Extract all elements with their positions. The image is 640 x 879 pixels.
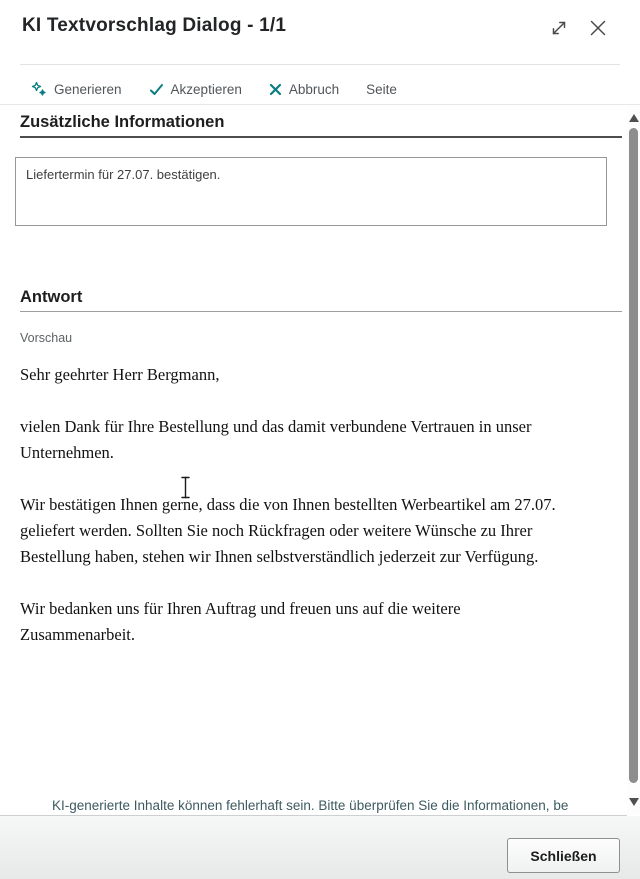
letter-paragraph: Sehr geehrter Herr Bergmann, <box>20 365 220 384</box>
expand-icon <box>549 18 569 43</box>
answer-heading: Antwort <box>20 288 83 306</box>
x-icon <box>269 83 282 96</box>
generate-action-label: Generieren <box>54 81 122 97</box>
cancel-action-label: Abbruch <box>288 81 340 97</box>
text-cursor <box>180 476 191 504</box>
schliessen-button[interactable]: Schließen <box>507 838 620 873</box>
preview-label: Vorschau <box>20 331 73 345</box>
ai-disclaimer-clip <box>0 798 627 815</box>
check-icon <box>149 82 164 97</box>
scroll-up-arrow-icon[interactable] <box>629 114 639 122</box>
dialog-footer <box>0 816 640 879</box>
accept-action[interactable] <box>149 82 242 97</box>
answer-preview-text <box>20 362 620 674</box>
letter-paragraph: Wir bedanken uns für Ihren Auftrag und freuen uns auf die weitere Zusammenarbeit. <box>20 599 461 644</box>
answer-underline <box>20 311 622 312</box>
additional-info-heading: Zusätzliche Informationen <box>20 113 225 131</box>
toolbar-top-divider <box>20 64 620 65</box>
letter-paragraph: vielen Dank für Ihre Bestellung und das damit verbundene Vertrauen in unser Unternehmen. <box>20 417 532 462</box>
ai-disclaimer-text: KI-generierte Inhalte können fehlerhaft sein. Bitte überprüfen Sie die Informationen, be <box>52 798 569 813</box>
close-icon <box>587 17 609 44</box>
additional-info-underline <box>20 136 622 138</box>
generate-action[interactable] <box>31 81 122 97</box>
sparkle-icon <box>31 81 47 97</box>
action-toolbar <box>31 77 397 101</box>
letter-paragraph: Wir bestätigen Ihnen gerne, dass die von Ihnen bestellten Werbeartikel am 27.07. geliefert werden. Sollten Sie noch Rückfragen oder weitere Wünsche zu Ihrer Bestellung haben, stehen wir Ihnen selbstverständlich jederzeit zur Verfügung. <box>20 495 556 566</box>
expand-dialog-button[interactable] <box>546 17 572 43</box>
toolbar-bottom-divider <box>0 104 640 105</box>
scroll-down-arrow-icon[interactable] <box>629 798 639 806</box>
page-menu-label: Seite <box>366 81 397 97</box>
accept-action-label: Akzeptieren <box>170 81 242 97</box>
scrollbar-thumb[interactable] <box>629 128 638 783</box>
cancel-action[interactable] <box>269 82 339 97</box>
page-menu[interactable] <box>366 82 397 97</box>
close-dialog-button[interactable] <box>585 17 611 43</box>
additional-info-input[interactable] <box>15 157 607 226</box>
dialog-title: KI Textvorschlag Dialog - 1/1 <box>22 15 287 36</box>
